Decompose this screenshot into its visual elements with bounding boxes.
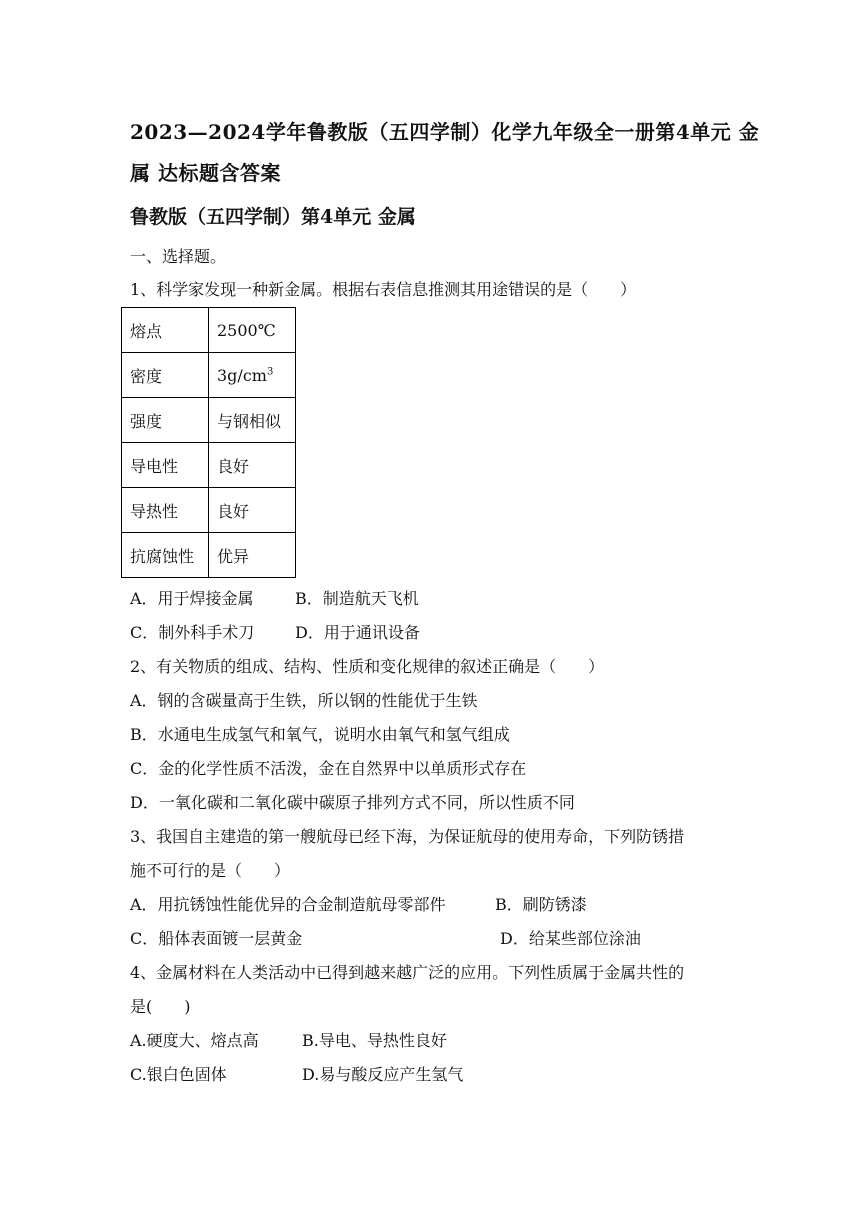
property-value: 2500℃ — [209, 308, 296, 353]
property-value: 良好 — [209, 443, 296, 488]
q3-option-b: B．刷防锈漆 — [495, 895, 587, 914]
question-1-stem: 1、科学家发现一种新金属。根据右表信息推测其用途错误的是（ ） — [130, 280, 637, 299]
q4-option-a: A.硬度大、熔点高 — [130, 1031, 259, 1050]
property-name: 密度 — [122, 353, 209, 398]
table-row — [122, 308, 296, 353]
table-row — [122, 398, 296, 443]
q2-option-b: B．水通电生成氢气和氧气，说明水由氧气和氢气组成 — [130, 725, 510, 744]
question-4-stem-line-1: 4、金属材料在人类活动中已得到越来越广泛的应用。下列性质属于金属共性的 — [130, 963, 685, 982]
unit-subtitle: 鲁教版（五四学制）第4单元 金属 — [130, 206, 416, 228]
q1-option-c: C．制外科手术刀 — [130, 623, 255, 642]
question-4-stem-line-2: 是( ) — [130, 997, 191, 1016]
density-exponent: 3 — [266, 366, 274, 378]
document-title-line-1: 2023—2024学年鲁教版（五四学制）化学九年级全一册第4单元 金 — [130, 120, 760, 144]
density-value: 3g/cm — [217, 365, 267, 385]
question-3-stem-line-2: 施不可行的是（ ） — [130, 861, 291, 880]
q1-option-b: B．制造航天飞机 — [295, 589, 419, 608]
q3-option-a: A．用抗锈蚀性能优异的合金制造航母零部件 — [130, 895, 446, 914]
q4-option-d: D.易与酸反应产生氢气 — [302, 1065, 464, 1084]
property-value: 与钢相似 — [209, 398, 296, 443]
metal-properties-table — [121, 307, 296, 578]
table-row — [122, 443, 296, 488]
table-row — [122, 533, 296, 578]
property-name: 熔点 — [122, 308, 209, 353]
property-name: 抗腐蚀性 — [122, 533, 209, 578]
question-2-stem: 2、有关物质的组成、结构、性质和变化规律的叙述正确是（ ） — [130, 657, 605, 676]
q2-option-d: D．一氧化碳和二氧化碳中碳原子排列方式不同，所以性质不同 — [130, 793, 575, 812]
q2-option-c: C．金的化学性质不活泼，金在自然界中以单质形式存在 — [130, 759, 527, 778]
q4-option-b: B.导电、导热性良好 — [302, 1031, 447, 1050]
q1-option-d: D．用于通讯设备 — [295, 623, 420, 642]
property-name: 强度 — [122, 398, 209, 443]
q1-option-a: A．用于焊接金属 — [130, 589, 254, 608]
property-name: 导热性 — [122, 488, 209, 533]
property-name: 导电性 — [122, 443, 209, 488]
q3-option-d: D．给某些部位涂油 — [500, 929, 641, 948]
document-title-line-2: 属 达标题含答案 — [130, 161, 281, 185]
property-value: 良好 — [209, 488, 296, 533]
q3-option-c: C．船体表面镀一层黄金 — [130, 929, 303, 948]
table-row — [122, 488, 296, 533]
question-3-stem-line-1: 3、我国自主建造的第一艘航母已经下海，为保证航母的使用寿命，下列防锈措 — [130, 827, 685, 846]
q4-option-c: C.银白色固体 — [130, 1065, 227, 1084]
property-value — [209, 353, 296, 398]
q2-option-a: A．钢的含碳量高于生铁，所以钢的性能优于生铁 — [130, 691, 478, 710]
property-value: 优异 — [209, 533, 296, 578]
table-row — [122, 353, 296, 398]
section-heading: 一、选择题。 — [130, 247, 227, 266]
